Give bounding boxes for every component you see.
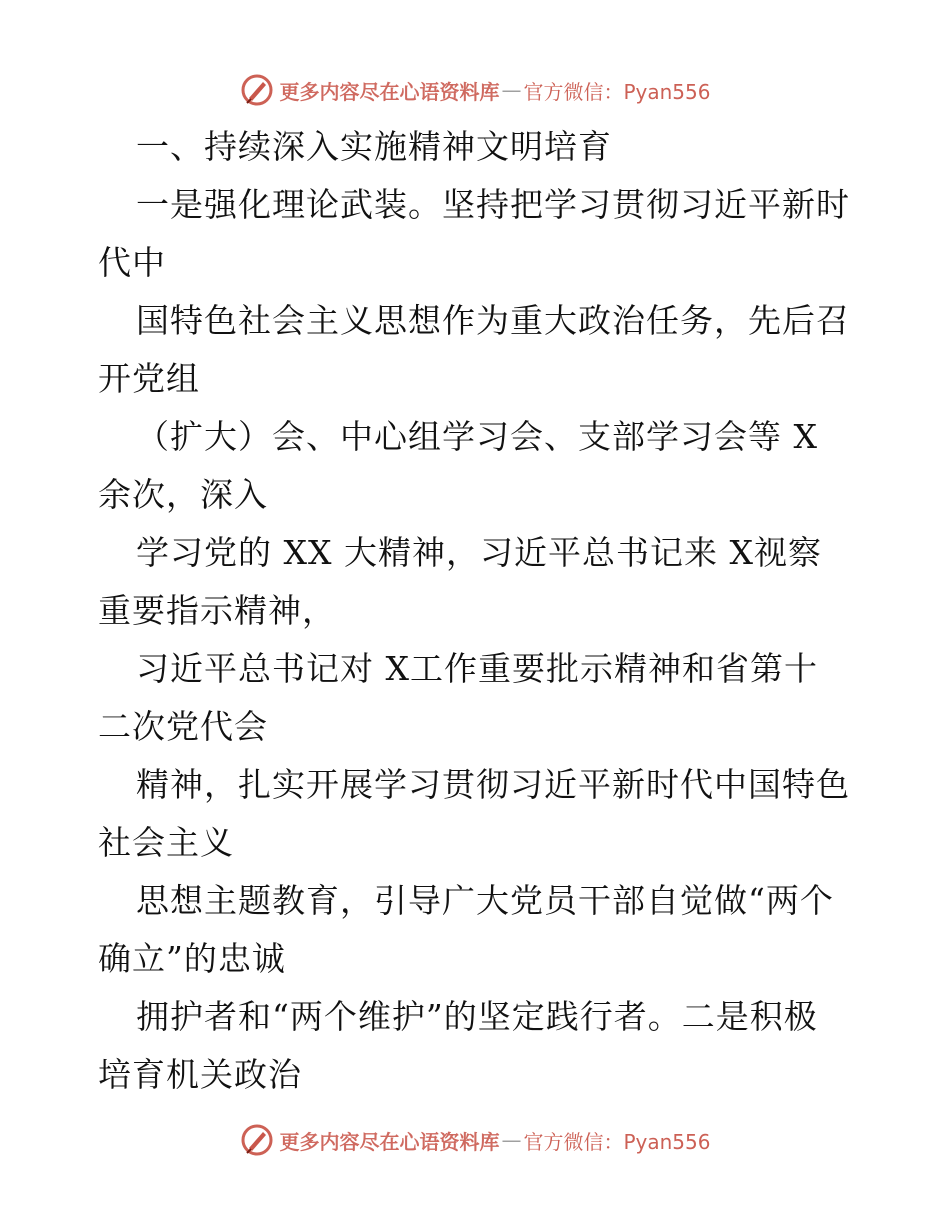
footer-watermark: [0, 1120, 950, 1160]
watermark-wechat-text: 官方微信：Pyan556: [523, 79, 711, 104]
text-line: 确立”的忠诚: [98, 939, 286, 978]
text-line: 余次，深入: [98, 475, 268, 514]
watermark-dash: —: [501, 78, 522, 102]
text-line: 精神，扎实开展学习贯彻习近平新时代中国特色: [136, 765, 850, 804]
text-line: 拥护者和“两个维护”的坚定践行者。二是积极: [136, 997, 818, 1036]
text-line: 培育机关政治: [98, 1055, 302, 1094]
pen-logo-icon: [239, 72, 275, 108]
watermark-text: [279, 1126, 710, 1155]
text-line: 一是强化理论武装。坚持把学习贯彻习近平新时: [136, 185, 850, 224]
header-watermark: [0, 70, 950, 110]
watermark-wechat-text: 官方微信：Pyan556: [523, 1129, 711, 1154]
watermark-main-text: 更多内容尽在心语资料库: [279, 79, 500, 104]
text-line: （扩大）会、中心组学习会、支部学习会等 X: [136, 417, 818, 456]
text-line: 代中: [98, 243, 166, 282]
watermark-text: [279, 76, 710, 105]
heading-line: 一、持续深入实施精神文明培育: [136, 127, 612, 166]
text-line: 重要指示精神，: [98, 591, 336, 630]
text-line: 社会主义: [98, 823, 234, 862]
watermark-main-text: 更多内容尽在心语资料库: [279, 1129, 500, 1154]
text-line: 习近平总书记对 X工作重要批示精神和省第十: [136, 649, 818, 688]
text-line: 学习党的 XX 大精神，习近平总书记来 X视察: [136, 533, 822, 572]
text-line: 思想主题教育，引导广大党员干部自觉做“两个: [136, 881, 834, 920]
pen-logo-icon: [239, 1122, 275, 1158]
watermark-dash: —: [501, 1128, 522, 1152]
text-line: 开党组: [98, 359, 200, 398]
text-line: 国特色社会主义思想作为重大政治任务，先后召: [136, 301, 850, 340]
text-line: 二次党代会: [98, 707, 268, 746]
